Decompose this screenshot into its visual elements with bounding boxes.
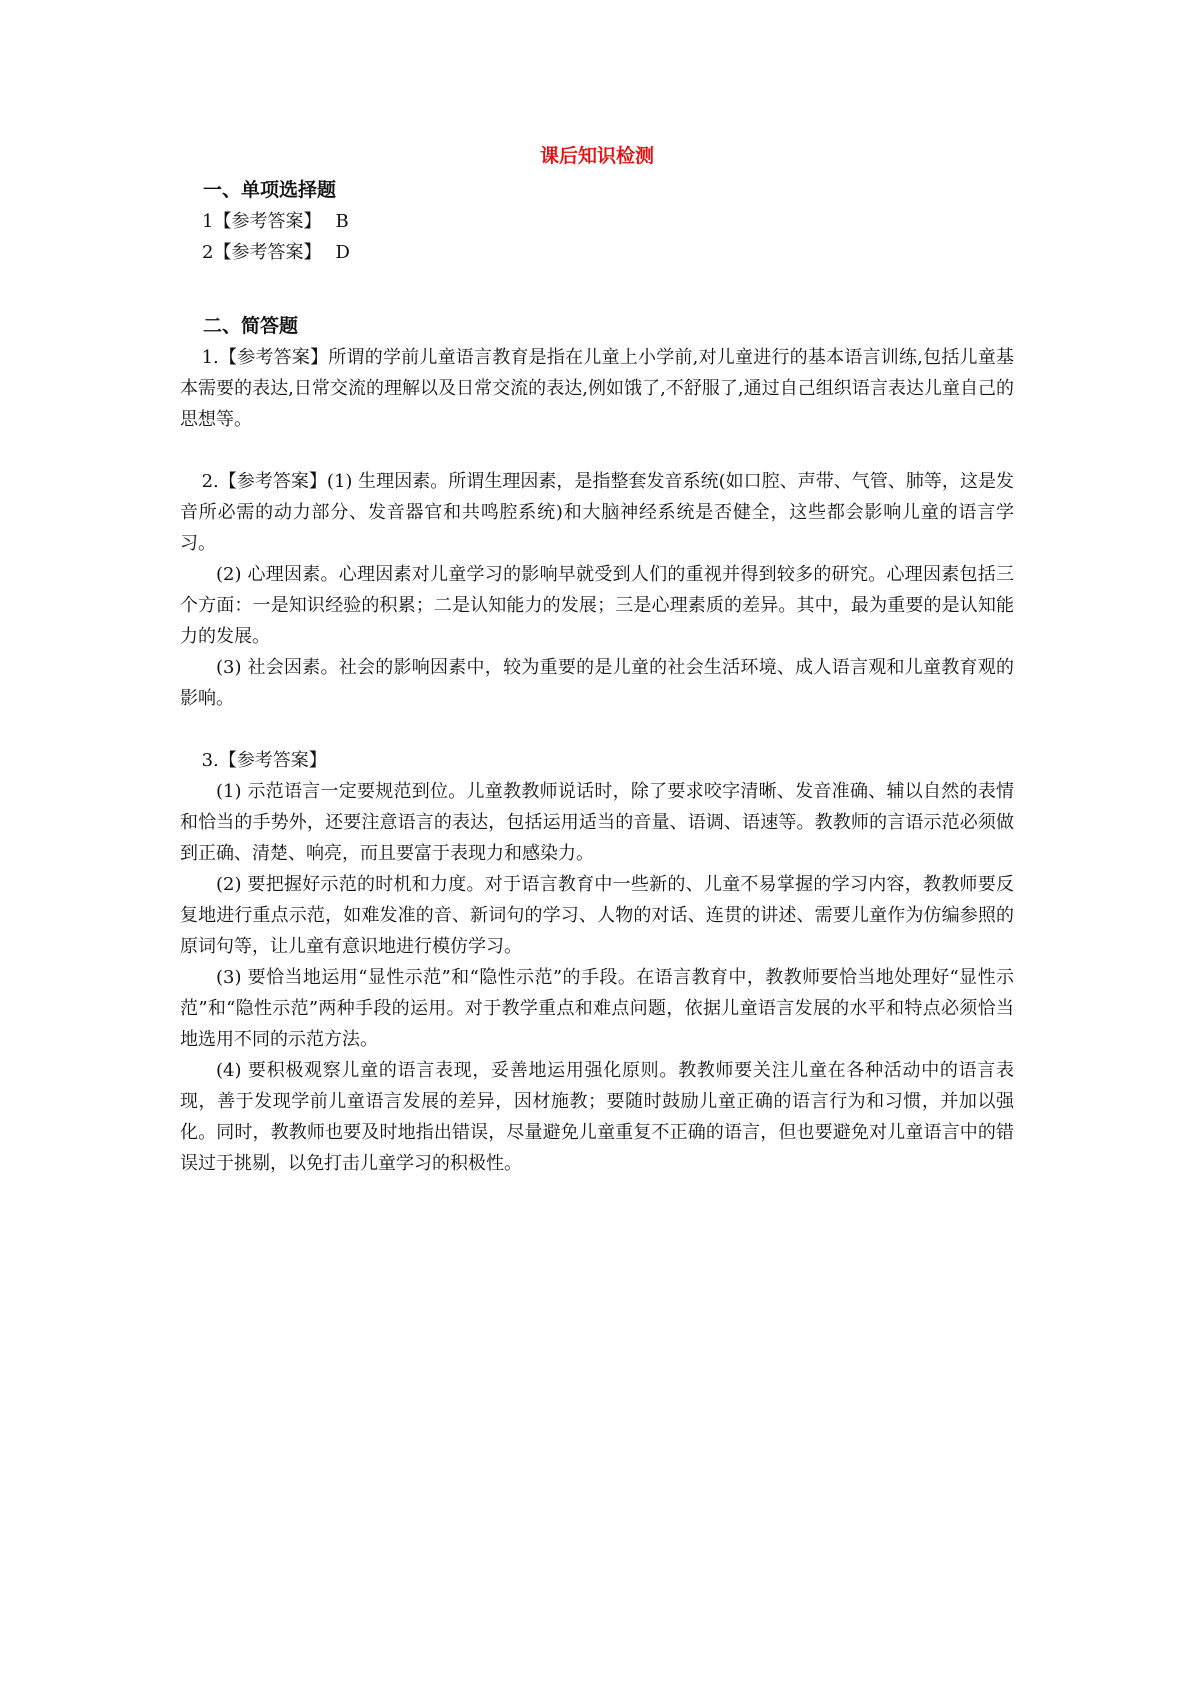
mc-answer-label: 2【参考答案】 xyxy=(202,242,322,263)
answer-1-paragraph: 1.【参考答案】所谓的学前儿童语言教育是指在儿童上小学前,对儿童进行的基本语言训练,包括儿童基本需要的表达,日常交流的理解以及日常交流的表达,例如饿了,不舒服了,通过自己组织语言表达儿童自己的思想等。 xyxy=(180,347,1014,430)
answer-2-paragraph-2: (2) 心理因素。心理因素对儿童学习的影响早就受到人们的重视并得到较多的研究。心理因素包括三个方面：一是知识经验的积累；二是认知能力的发展；三是心理素质的差异。其中，最为重要的是认知能力的发展。 xyxy=(180,564,1014,647)
answer-2-paragraph-3: (3) 社会因素。社会的影响因素中，较为重要的是儿童的社会生活环境、成人语言观和儿童教育观的影响。 xyxy=(180,657,1014,709)
page-title: 课后知识检测 xyxy=(539,145,654,167)
answer-3-paragraph-1: (1) 示范语言一定要规范到位。儿童教教师说话时，除了要求咬字清晰、发音准确、辅以自然的表情和恰当的手势外，还要注意语言的表达，包括运用适当的音量、语调、语速等。教教师的言语示范必须做到正确、清楚、响亮，而且要富于表现力和感染力。 xyxy=(180,781,1014,864)
answer-3-paragraph-4: (4) 要积极观察儿童的语言表现，妥善地运用强化原则。教教师要关注儿童在各种活动中的语言表现，善于发现学前儿童语言发展的差异，因材施教；要随时鼓励儿童正确的语言行为和习惯，并加以强化。同时，教教师也要及时地指出错误，尽量避免儿童重复不正确的语言，但也要避免对儿童语言中的错误过于挑剔，以免打击儿童学习的积极性。 xyxy=(180,1060,1014,1174)
answer-3-lead: 3.【参考答案】 xyxy=(201,750,327,771)
mc-answer-2 xyxy=(180,237,1014,268)
answer-3-paragraph-3: (3) 要恰当地运用“显性示范”和“隐性示范”的手段。在语言教育中，教教师要恰当地处理好“显性示范”和“隐性示范”两种手段的运用。对于教学重点和难点问题，依据儿童语言发展的水平和特点必须恰当地选用不同的示范方法。 xyxy=(180,967,1014,1050)
mc-answer-value: D xyxy=(335,242,350,263)
mc-answer-label: 1【参考答案】 xyxy=(202,211,322,232)
answer-3-paragraph-2: (2) 要把握好示范的时机和力度。对于语言教育中一些新的、儿童不易掌握的学习内容，教教师要反复地进行重点示范，如难发准的音、新词句的学习、人物的对话、连贯的讲述、需要儿童作为仿编参照的原词句等，让儿童有意识地进行模仿学习。 xyxy=(180,874,1014,957)
section-heading-multiple-choice: 一、单项选择题 xyxy=(203,179,337,201)
mc-answer-1 xyxy=(180,206,1014,237)
document-page xyxy=(180,143,1014,1179)
section-heading-short-answer: 二、简答题 xyxy=(203,315,299,337)
mc-answer-value: B xyxy=(335,211,349,232)
answer-2-paragraph-1: 2.【参考答案】(1) 生理因素。所谓生理因素，是指整套发音系统(如口腔、声带、气管、肺等，这是发音所必需的动力部分、发音器官和共鸣腔系统)和大脑神经系统是否健全，这些都会影响儿童的语言学习。 xyxy=(180,471,1014,554)
